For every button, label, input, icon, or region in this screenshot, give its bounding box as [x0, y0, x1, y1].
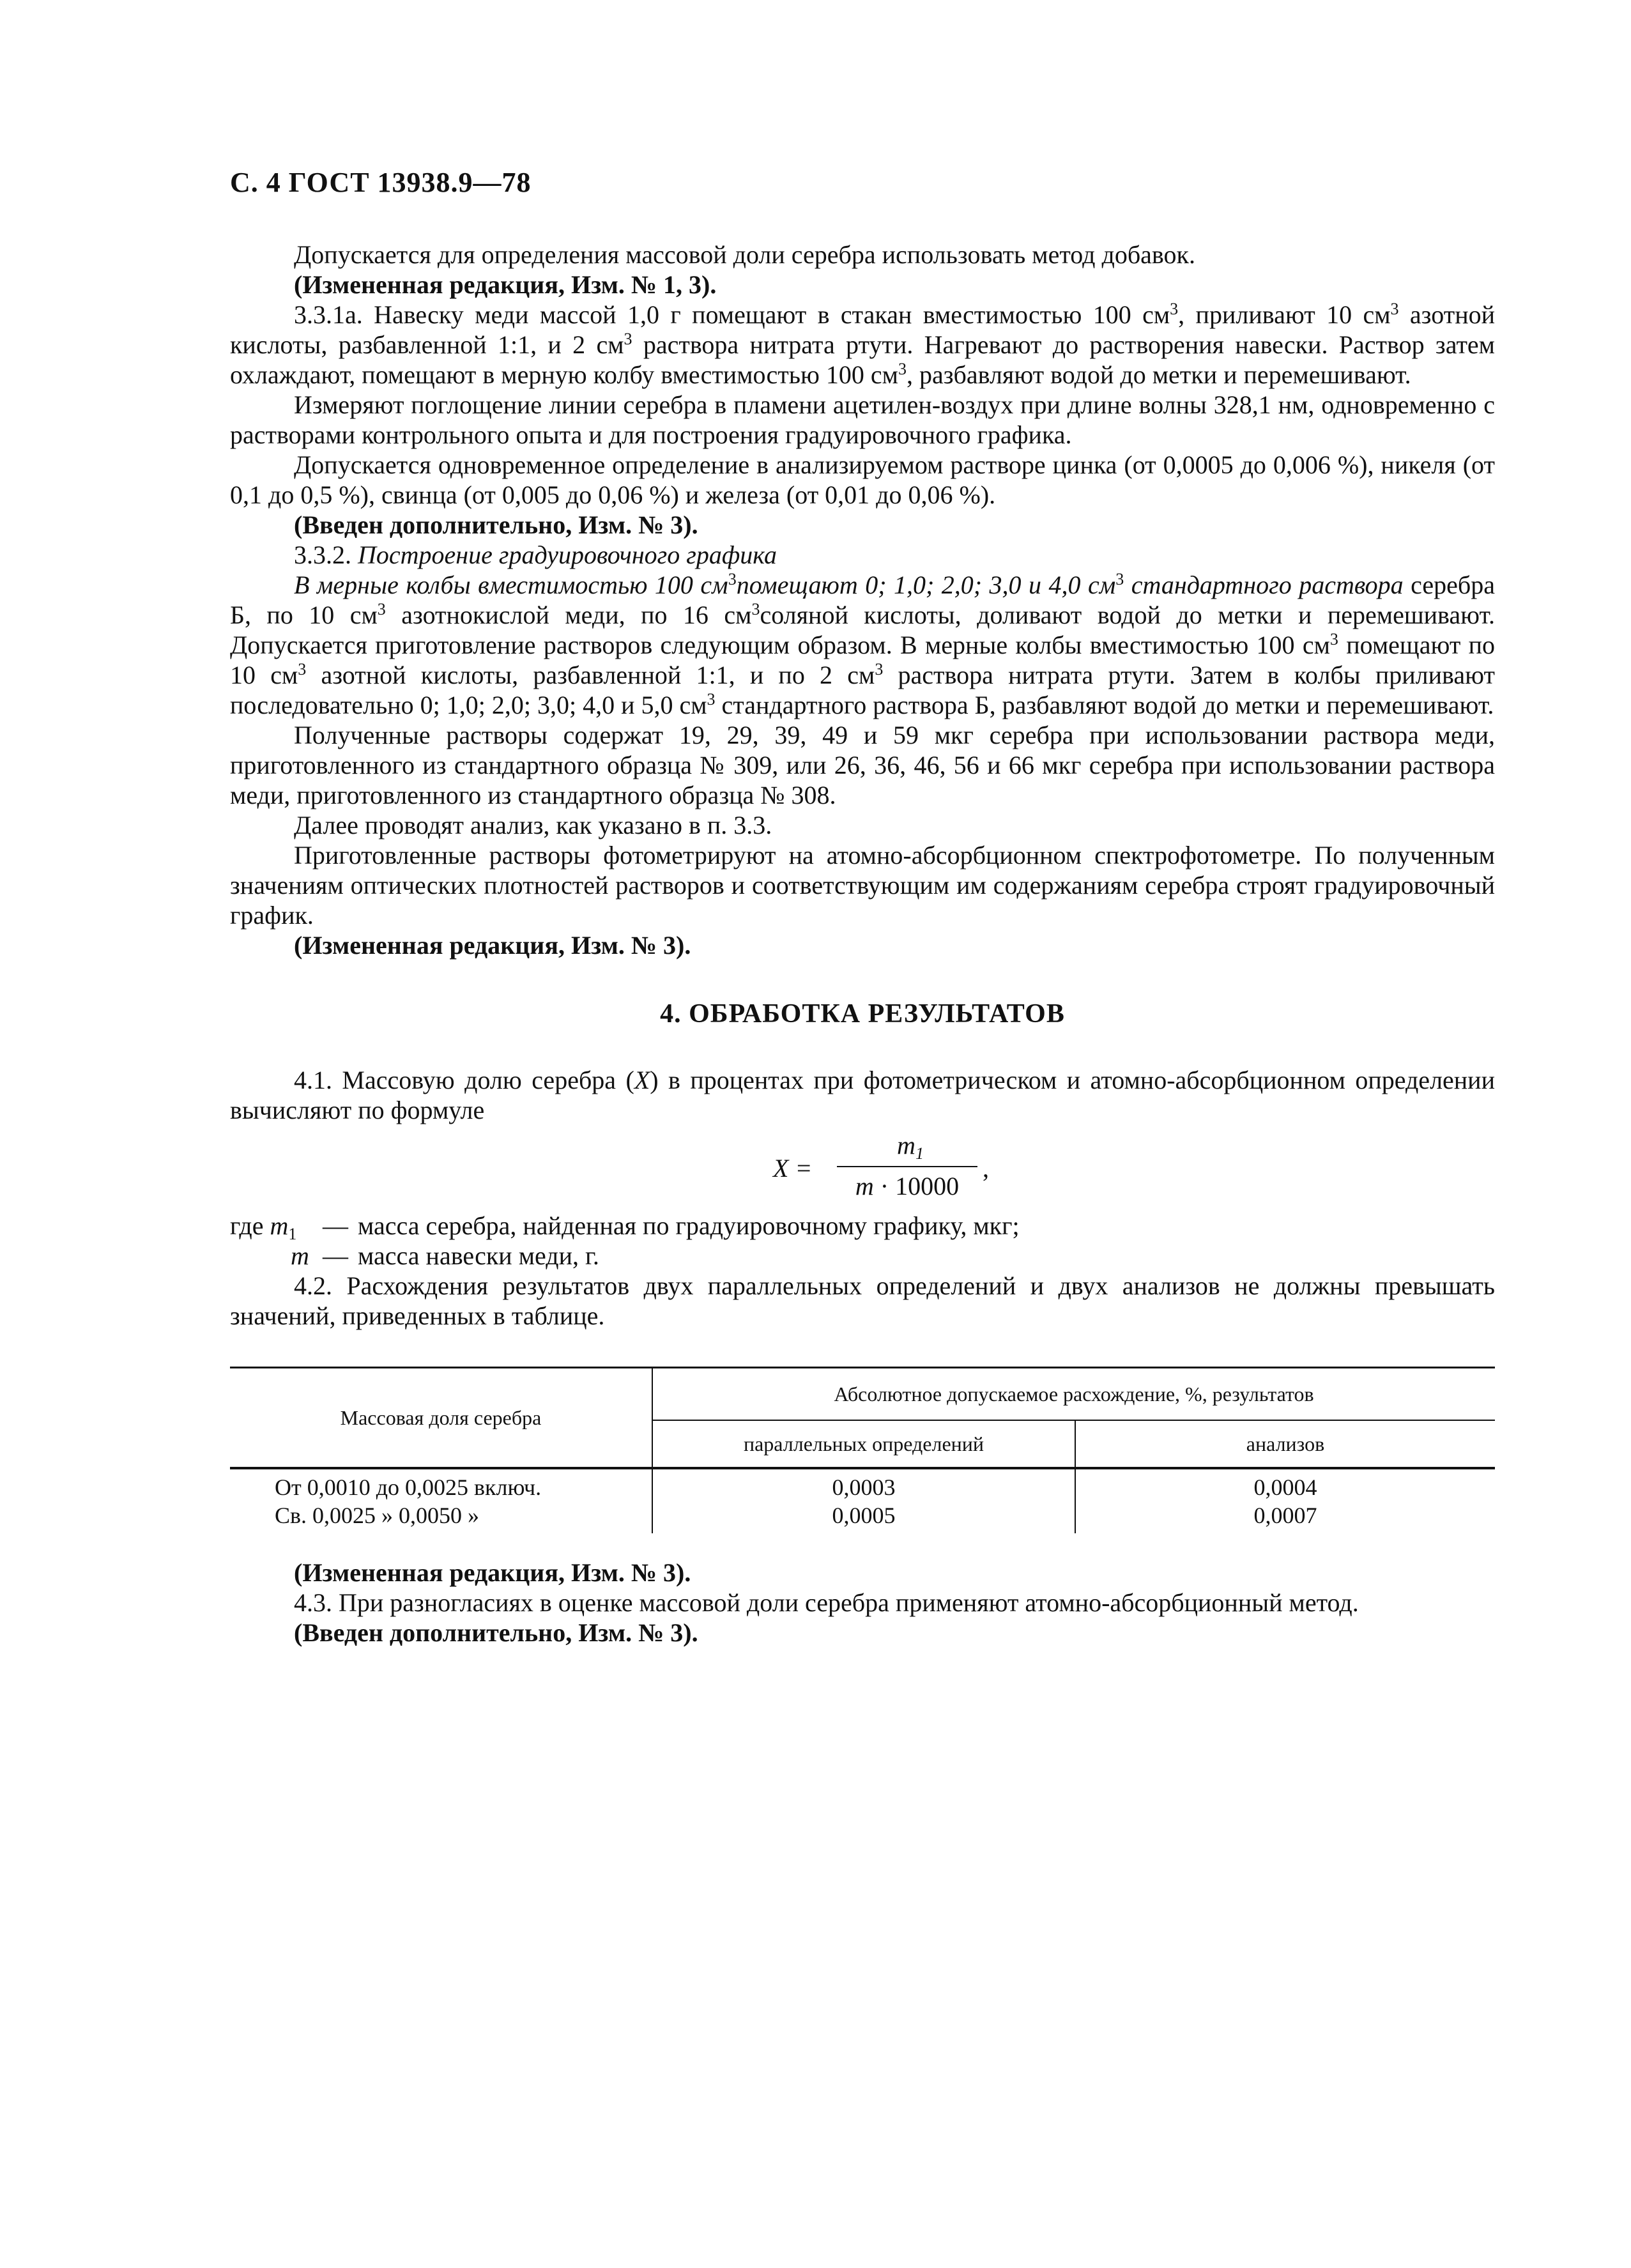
table-row	[230, 1468, 1495, 1501]
formula-denominator: m · 10000	[855, 1172, 960, 1200]
paragraph-simultaneous-determination: Допускается одновременное определение в анализируемом растворе цинка (от 0,0005 до 0,006 %), никеля (от 0,1 до 0,5 %), свинца (от 0,005 до 0,06 %) и железа (от 0,01 до 0,06 %).	[230, 450, 1495, 509]
legend-description: масса навески меди, г.	[358, 1241, 599, 1270]
amendment-note-5: (Введен дополнительно, Изм. № 3).	[294, 1618, 698, 1647]
section-4-title: 4. ОБРАБОТКА РЕЗУЛЬТАТОВ	[660, 999, 1065, 1029]
table-cell-parallel: 0,0003	[652, 1468, 1075, 1501]
paragraph-solutions-content: Полученные растворы содержат 19, 29, 39, 49 и 59 мкг серебра при использовании раствора меди, приготовленного из стандартного образца № 309, или 26, 36, 46, 56 и 66 мкг серебра при использовании раствора меди, приготовленного из стандартного образца № 308.	[230, 721, 1495, 809]
table-cell-analyses: 0,0004	[1253, 1475, 1317, 1500]
table-cell-range: От 0,0010 до 0,0025 включ.	[230, 1468, 652, 1501]
legend-dash: —	[323, 1211, 348, 1240]
table-cell-range: Св. 0,0025 » 0,0050 »	[230, 1501, 652, 1533]
page-header: С. 4 ГОСТ 13938.9—78	[230, 167, 532, 198]
paragraph-calibration-solutions: В мерные колбы вместимостью 100 $см^3помещают$ 0; 1,0; 2,0; 3,0 и 4,0 $см^3$ стандартного раствора серебра Б, по 10 $см^3$ азотнокислой меди, по 16 $см^3соляной$ кислоты, доливают водой до метки и перемешивают. Допускается приготовление растворов следующим образом. В мерные колбы вместимостью 100 $см^3$ помещают по 10 $см^3$ азотной кислоты, разбавленной 1:1, и по 2 $см^3$ раствора нитрата ртути. Затем в колбы приливают последовательно 0; 1,0; 2,0; 3,0; 4,0 и 5,0 $см^3$ стандартного раствора Б, разбавляют водой до метки и перемешивают.	[230, 570, 1496, 719]
amendment-note-3: (Измененная редакция, Изм. № 3).	[294, 931, 691, 960]
tolerance-table	[230, 1367, 1495, 1533]
legend-description: масса серебра, найденная по градуировочному графику, мкг;	[358, 1211, 1020, 1240]
formula-mass-fraction	[230, 1131, 1495, 1204]
paragraph-4-3: 4.3. При разногласиях в оценке массовой доли серебра применяют атомно-абсорбционный метод.	[294, 1588, 1359, 1617]
table-header-mass-fraction: Массовая доля серебра	[230, 1368, 652, 1469]
amendment-note-4: (Измененная редакция, Изм. № 3).	[294, 1558, 691, 1587]
formula-numerator: $m_1$	[897, 1131, 924, 1163]
table-cell-parallel: 0,0005	[652, 1501, 1075, 1533]
paragraph-3-3-2-heading: 3.3.2. Построение градуировочного графика	[294, 540, 777, 569]
table-row	[230, 1501, 1495, 1533]
table-header-parallel: параллельных определений	[652, 1420, 1075, 1468]
formula-comma: ,	[983, 1154, 989, 1183]
paragraph-photometry: Приготовленные растворы фотометрируют на атомно-абсорбционном спектрофотометре. По полученным значениям оптических плотностей растворов и соответствующим им содержаниям серебра строят градуировочный график.	[230, 841, 1495, 930]
amendment-note-1: (Измененная редакция, Изм. № 1, 3).	[294, 270, 717, 299]
table-header-tolerance: Абсолютное допускаемое расхождение, %, результатов	[652, 1368, 1495, 1421]
document-page	[230, 166, 1495, 1648]
paragraph-analysis-reference: Далее проводят анализ, как указано в п. 3.3.	[294, 811, 772, 839]
legend-prefix: где	[230, 1211, 270, 1240]
paragraph-3-3-1a: 3.3.1а. Навеску меди массой 1,0 г помещают в стакан вместимостью 100 $см^3$, приливают 10 $см^3$ азотной кислоты, разбавленной 1:1, и 2 $см^3$ раствора нитрата ртути. Нагревают до растворения навески. Раствор затем охлаждают, помещают в мерную колбу вместимостью 100 $см^3$, разбавляют водой до метки и перемешивают.	[230, 300, 1496, 389]
legend-item-m	[230, 1241, 1495, 1271]
formula-lhs: X =	[773, 1154, 813, 1183]
paragraph-absorption-measure: Измеряют поглощение линии серебра в пламени ацетилен-воздух при длине волны 328,1 нм, одновременно с растворами контрольного опыта и для построения градуировочного графика.	[230, 390, 1495, 449]
table-header-analyses: анализов	[1075, 1420, 1495, 1468]
paragraph-4-1: 4.1. Массовую долю серебра (X) в процентах при фотометрическом и атомно-абсорбционном определении вычисляют по формуле	[230, 1066, 1495, 1124]
paragraph-4-2: 4.2. Расхождения результатов двух параллельных определений и двух анализов не должны превышать значений, приведенных в таблице.	[230, 1271, 1495, 1330]
table-cell-analyses: 0,0007	[1253, 1503, 1317, 1528]
legend-item-m1: где $m_1$ — масса серебра, найденная по градуировочному графику, мкг;	[230, 1211, 1020, 1243]
legend-symbol: m	[270, 1211, 289, 1240]
paragraph-additions-method: Допускается для определения массовой доли серебра использовать метод добавок.	[294, 240, 1195, 269]
legend-dash: —	[323, 1241, 348, 1270]
amendment-note-2: (Введен дополнительно, Изм. № 3).	[294, 510, 698, 539]
formula-fraction-bar	[837, 1166, 977, 1167]
legend-symbol: m	[291, 1241, 309, 1270]
